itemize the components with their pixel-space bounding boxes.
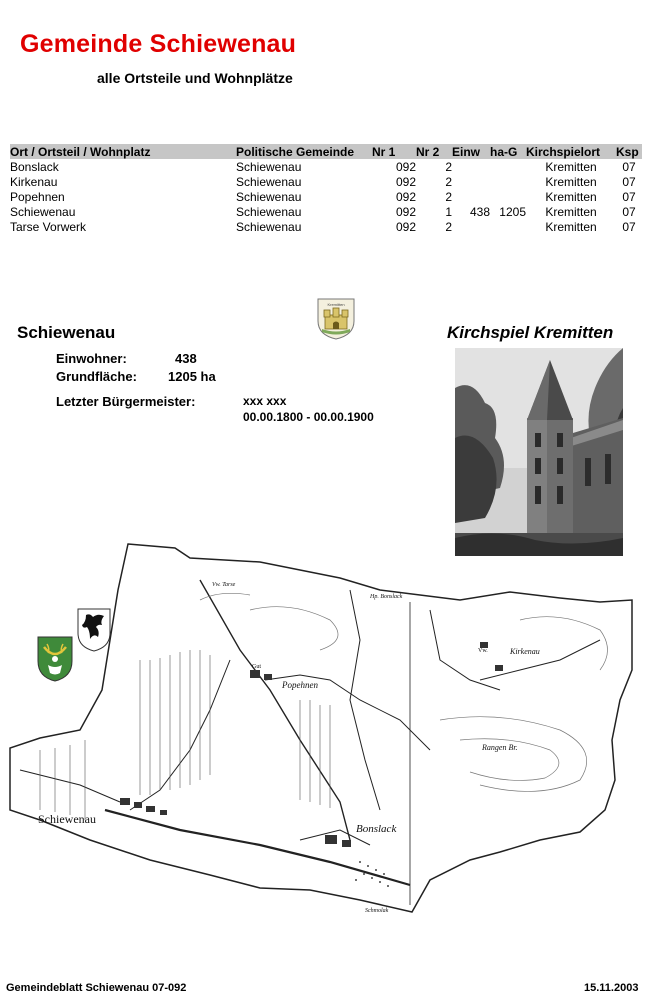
map-label-gut: Gut [252,664,261,670]
page-subtitle: alle Ortsteile und Wohnplätze [97,70,293,86]
kremitten-crest-icon [316,297,356,341]
col-header-ort: Ort / Ortsteil / Wohnplatz [10,144,236,159]
cell-ha: 1205 [499,204,526,219]
flaeche-value: 1205 ha [168,369,216,384]
cell-ha [490,189,526,204]
col-header-ha: ha-G [490,144,526,159]
col-header-gemeinde: Politische Gemeinde [236,144,372,159]
cell-nr1: 092 [395,189,416,204]
cell-ort: Kirkenau [10,174,58,189]
cell-ort: Bonslack [10,159,59,174]
map-label-schiewenau: Schiewenau [38,812,96,826]
church-photo [455,348,623,556]
footer-document-id: Gemeindeblatt Schiewenau 07-092 [6,982,187,994]
cell-gemeinde: Schiewenau [236,219,302,234]
map-label-rangen: Rangen Br. [482,743,518,752]
cell-ksp: 07 [622,204,636,219]
table-row [10,219,642,234]
buergermeister-label: Letzter Bürgermeister: [56,394,196,409]
cell-kirchspielort: Kremitten [545,189,597,204]
place-name: Schiewenau [17,323,116,342]
cell-kirchspielort: Kremitten [545,219,597,234]
cell-nr1: 092 [395,204,416,219]
map-label-kirkenau: Kirkenau [510,647,540,656]
cell-ksp: 07 [622,219,636,234]
cell-ha [490,219,526,234]
page-title: Gemeinde Schiewenau [20,30,297,58]
table-row [10,189,642,204]
map-label-popehnen: Popehnen [282,680,318,690]
cell-ksp: 07 [622,174,636,189]
table-row [10,159,642,174]
cell-gemeinde: Schiewenau [236,189,302,204]
kirchspiel-title: Kirchspiel Kremitten [447,323,614,342]
einwohner-label: Einwohner: [56,351,127,366]
cell-nr1: 092 [395,174,416,189]
cell-nr2: 1 [445,204,452,219]
cell-nr2: 2 [445,219,452,234]
schiewenau-crest-icon [36,635,74,683]
cell-einw [452,159,490,174]
footer-date: 15.11.2003 [584,982,639,994]
flaeche-label: Grundfläche: [56,369,137,384]
cell-nr2: 2 [445,189,452,204]
table-row [10,174,642,189]
cell-ort: Schiewenau [10,204,76,219]
cell-ha [490,174,526,189]
table-row [10,204,642,219]
cell-nr2: 2 [445,174,452,189]
col-header-einw: Einw [452,144,490,159]
cell-ksp: 07 [622,189,636,204]
cell-ort: Tarse Vorwerk [10,219,87,234]
cell-einw [452,189,490,204]
cell-nr1: 092 [395,159,416,174]
cell-einw [452,219,490,234]
cell-nr1: 092 [395,219,416,234]
cell-ort: Popehnen [10,189,65,204]
ortsteile-table [10,144,642,234]
cell-kirchspielort: Kremitten [545,159,597,174]
col-header-nr2: Nr 2 [416,144,452,159]
map-label-bonslack: Bonslack [356,823,397,835]
map-label-vw-kirkenau: Vw. [478,648,488,654]
col-header-ksp: Ksp [616,144,642,159]
crest-label: Kremitten [327,302,345,307]
col-header-kirchspielort: Kirchspielort [526,144,616,159]
cell-ksp: 07 [622,159,636,174]
historical-map [0,540,650,920]
buergermeister-name: xxx xxx [243,394,287,408]
buergermeister-period: 00.00.1800 - 00.00.1900 [243,410,374,424]
col-header-nr1: Nr 1 [372,144,416,159]
cell-kirchspielort: Kremitten [545,174,597,189]
cell-ha [490,159,526,174]
cell-gemeinde: Schiewenau [236,174,302,189]
cell-gemeinde: Schiewenau [236,204,302,219]
eagle-crest-icon [76,607,112,653]
map-label-hp-bonslack: Hp. Bonslack [370,594,403,600]
cell-gemeinde: Schiewenau [236,159,302,174]
map-label-schmolak: Schmolak [365,908,389,914]
table-header-row [10,144,642,159]
cell-einw: 438 [469,204,490,219]
cell-einw [452,174,490,189]
cell-nr2: 2 [445,159,452,174]
einwohner-value: 438 [175,351,197,366]
map-label-tarse: Vw. Tarse [212,582,236,588]
cell-kirchspielort: Kremitten [545,204,597,219]
